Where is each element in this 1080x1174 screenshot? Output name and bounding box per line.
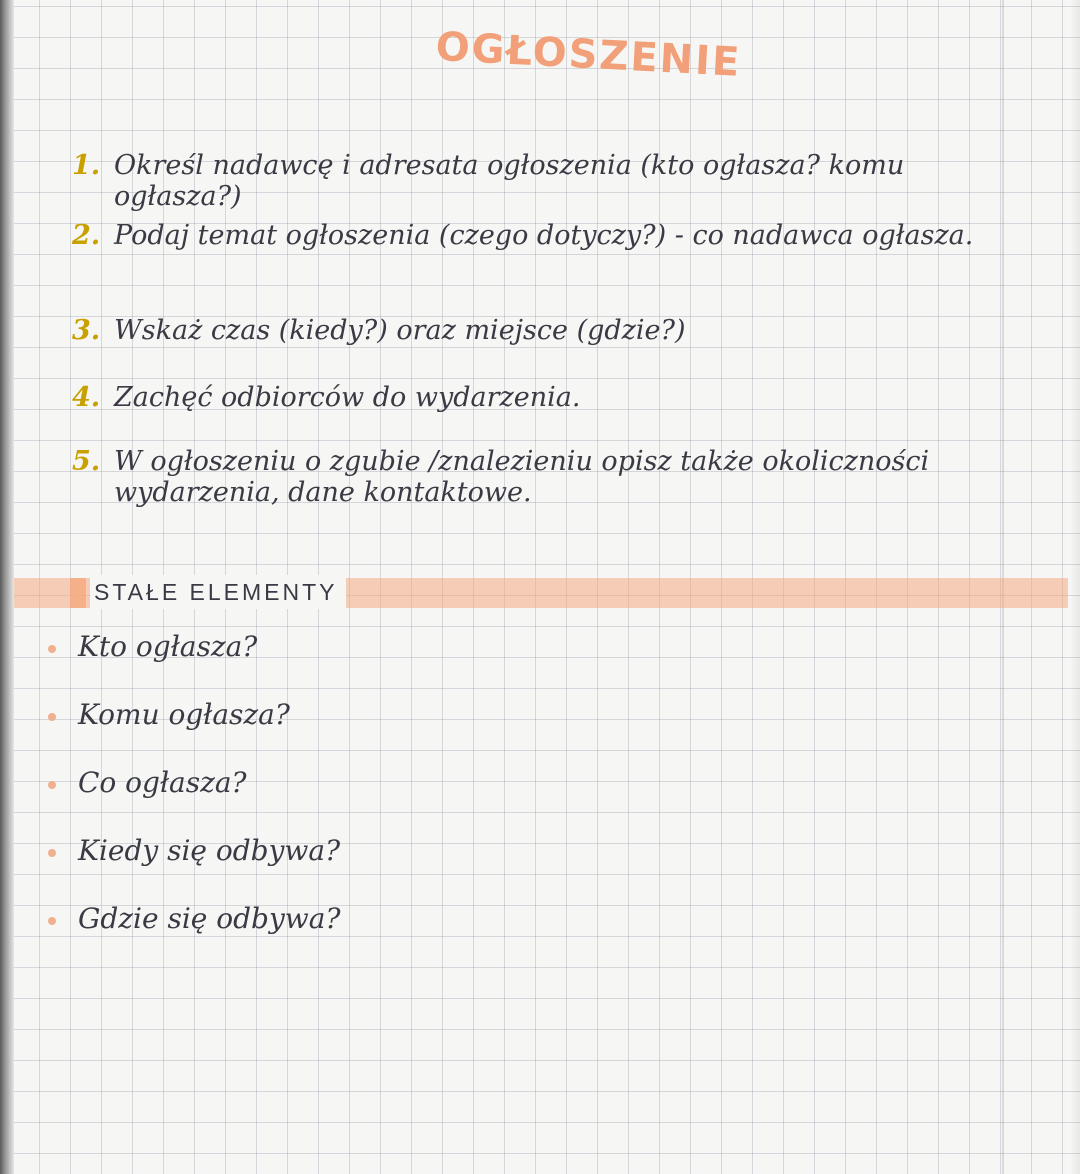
instruction-number: 2. (72, 220, 101, 251)
page-edge (1070, 0, 1080, 1174)
instruction-number: 4. (72, 382, 101, 413)
instruction-text: Wskaż czas (kiedy?) oraz miejsce (gdzie?) (114, 315, 686, 346)
instruction-item (72, 382, 1042, 413)
list-item-text: Co ogłasza? (78, 766, 247, 799)
instruction-text: W ogłoszeniu o zgubie /znalezieniu opisz także okoliczności wydarzenia, dane kontaktowe. (114, 446, 930, 508)
instruction-item (72, 315, 1042, 346)
list-item (48, 698, 290, 731)
instruction-text: Zachęć odbiorców do wydarzenia. (114, 382, 581, 413)
instruction-text: Podaj temat ogłoszenia (czego dotyczy?) - co nadawca ogłasza. (114, 220, 974, 251)
section-heading: STAŁE ELEMENTY (90, 575, 346, 609)
list-item (48, 766, 247, 799)
list-item (48, 630, 257, 663)
bullet-icon (48, 713, 56, 721)
instruction-item (72, 446, 1042, 508)
bullet-icon (48, 781, 56, 789)
notebook-binding (0, 0, 14, 1174)
instruction-text: Określ nadawcę i adresata ogłoszenia (kto ogłasza? komu ogłasza?) (114, 150, 905, 212)
instruction-number: 3. (72, 315, 101, 346)
list-item-text: Komu ogłasza? (78, 698, 290, 731)
instruction-item (72, 220, 1042, 251)
instruction-number: 1. (72, 150, 101, 181)
list-item-text: Kto ogłasza? (78, 630, 258, 663)
list-item-text: Gdzie się odbywa? (78, 902, 341, 935)
page-title: OGŁOSZENIE (434, 23, 743, 86)
list-item (48, 834, 340, 867)
instruction-number: 5. (72, 446, 101, 477)
bullet-icon (48, 917, 56, 925)
list-item-text: Kiedy się odbywa? (78, 834, 341, 867)
section-marker (70, 578, 86, 608)
list-item (48, 902, 340, 935)
instruction-item (72, 150, 1042, 212)
bullet-icon (48, 849, 56, 857)
bullet-icon (48, 645, 56, 653)
